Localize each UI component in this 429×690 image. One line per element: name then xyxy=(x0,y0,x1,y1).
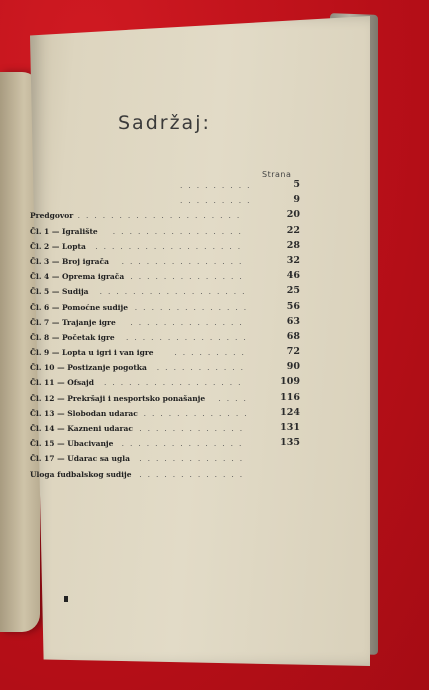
toc-entry-label: Čl. 10 — Postizanje pogotka xyxy=(30,363,147,373)
toc-row xyxy=(30,284,300,299)
toc-leader-dots: ......... xyxy=(180,196,256,206)
toc-entry-label: Čl. 3 — Broj igrača xyxy=(30,256,109,266)
toc-leader-dots: ............. xyxy=(139,424,249,433)
toc-entry-label: Čl. 15 — Ubacivanje xyxy=(30,439,114,449)
toc-row xyxy=(30,467,300,482)
toc-entry-label: Čl. 11 — Ofsajd xyxy=(30,378,94,388)
toc-entry-label: Čl. 13 — Slobodan udarac xyxy=(30,408,138,418)
toc-leader-dots: .................... xyxy=(77,211,246,221)
toc-leader-dots: ............... xyxy=(121,439,248,449)
toc-entry-label: Predgovor xyxy=(30,211,74,221)
toc-entry-page: 109 xyxy=(280,376,300,388)
toc-row xyxy=(30,208,300,223)
toc-entry-page: 124 xyxy=(280,406,300,418)
page-column-header: Strana xyxy=(262,170,292,179)
toc-entry-page: 135 xyxy=(280,437,300,449)
toc-entry-page: 90 xyxy=(286,361,300,373)
toc-entry-label: Čl. 14 — Kazneni udarac xyxy=(30,424,133,433)
toc-leader-dots: ................. xyxy=(104,378,247,388)
toc-entry-label: Čl. 5 — Sudija xyxy=(30,287,89,297)
toc-entry-page: 25 xyxy=(286,285,300,297)
toc-leader-dots: ............. xyxy=(139,454,249,464)
toc-row xyxy=(30,178,300,193)
toc-row xyxy=(30,193,300,208)
toc-row xyxy=(30,315,300,330)
toc-leader-dots: .............. xyxy=(134,302,253,312)
toc-row xyxy=(30,436,300,451)
toc-entry-label: Čl. 7 — Trajanje igre xyxy=(30,317,116,327)
toc-leader-dots: ......... xyxy=(174,348,250,358)
toc-row xyxy=(30,406,300,421)
toc-entry-page: 46 xyxy=(286,270,300,282)
toc-entry-label: Čl. 9 — Lopta u igri i van igre xyxy=(30,348,154,358)
toc-entry-label: Čl. 1 — Igralište xyxy=(30,226,98,236)
toc-entry-label: Čl. 8 — Početak igre xyxy=(30,332,115,342)
toc-entry-page: 5 xyxy=(293,179,300,190)
toc-leader-dots: .............. xyxy=(130,272,248,282)
toc-entry-page: 20 xyxy=(286,209,300,221)
toc-entry-label: Čl. 2 — Lopta xyxy=(30,241,86,251)
toc-leader-dots: .............. xyxy=(130,317,248,327)
toc-row xyxy=(30,300,300,315)
toc-row xyxy=(30,330,300,345)
toc-leader-dots: ................ xyxy=(112,226,247,236)
toc-entry-label: Uloga fudbalskog sudije xyxy=(30,469,132,479)
toc-leader-dots: ............. xyxy=(143,408,253,418)
toc-entry-label: Čl. 12 — Prekršaji i nesportsko ponašanje xyxy=(30,393,206,403)
toc-row xyxy=(30,360,300,375)
toc-entry-label: Čl. 6 — Pomoćne sudije xyxy=(30,302,129,312)
toc-leader-dots: ........... xyxy=(156,363,250,373)
toc-entry-page: 9 xyxy=(293,194,300,206)
toc-leader-dots: .................. xyxy=(95,241,247,251)
toc-leader-dots: ............... xyxy=(126,332,252,342)
toc-entry-page: 22 xyxy=(286,224,300,236)
toc-row xyxy=(30,239,300,254)
table-of-contents xyxy=(30,178,300,482)
toc-row xyxy=(30,375,300,390)
toc-row xyxy=(30,421,300,436)
toc-entry-page: 56 xyxy=(286,300,300,312)
toc-entry-page: 131 xyxy=(280,422,300,433)
toc-leader-dots: .... xyxy=(218,393,252,403)
toc-entry-label: Čl. 17 — Udarac sa ugla xyxy=(30,454,130,464)
toc-entry-page: 63 xyxy=(286,315,300,327)
toc-entry-page: 116 xyxy=(280,391,300,403)
toc-row xyxy=(30,224,300,239)
toc-entry-page: 68 xyxy=(286,330,300,342)
toc-entry-label: Čl. 4 — Oprema igrača xyxy=(30,272,125,282)
toc-entry-page: 28 xyxy=(286,239,300,251)
toc-row xyxy=(30,345,300,360)
toc-row xyxy=(30,269,300,284)
toc-row xyxy=(30,451,300,466)
page-mark xyxy=(64,596,68,602)
toc-leader-dots: ......... xyxy=(180,181,256,190)
toc-entry-page: 72 xyxy=(286,346,300,358)
toc-leader-dots: .................. xyxy=(99,287,251,297)
toc-leader-dots: ............. xyxy=(139,469,249,479)
toc-row xyxy=(30,254,300,269)
toc-leader-dots: ............... xyxy=(121,256,248,266)
toc-row xyxy=(30,391,300,406)
page-title: Sadržaj: xyxy=(118,112,211,134)
toc-entry-page: 32 xyxy=(286,254,300,266)
